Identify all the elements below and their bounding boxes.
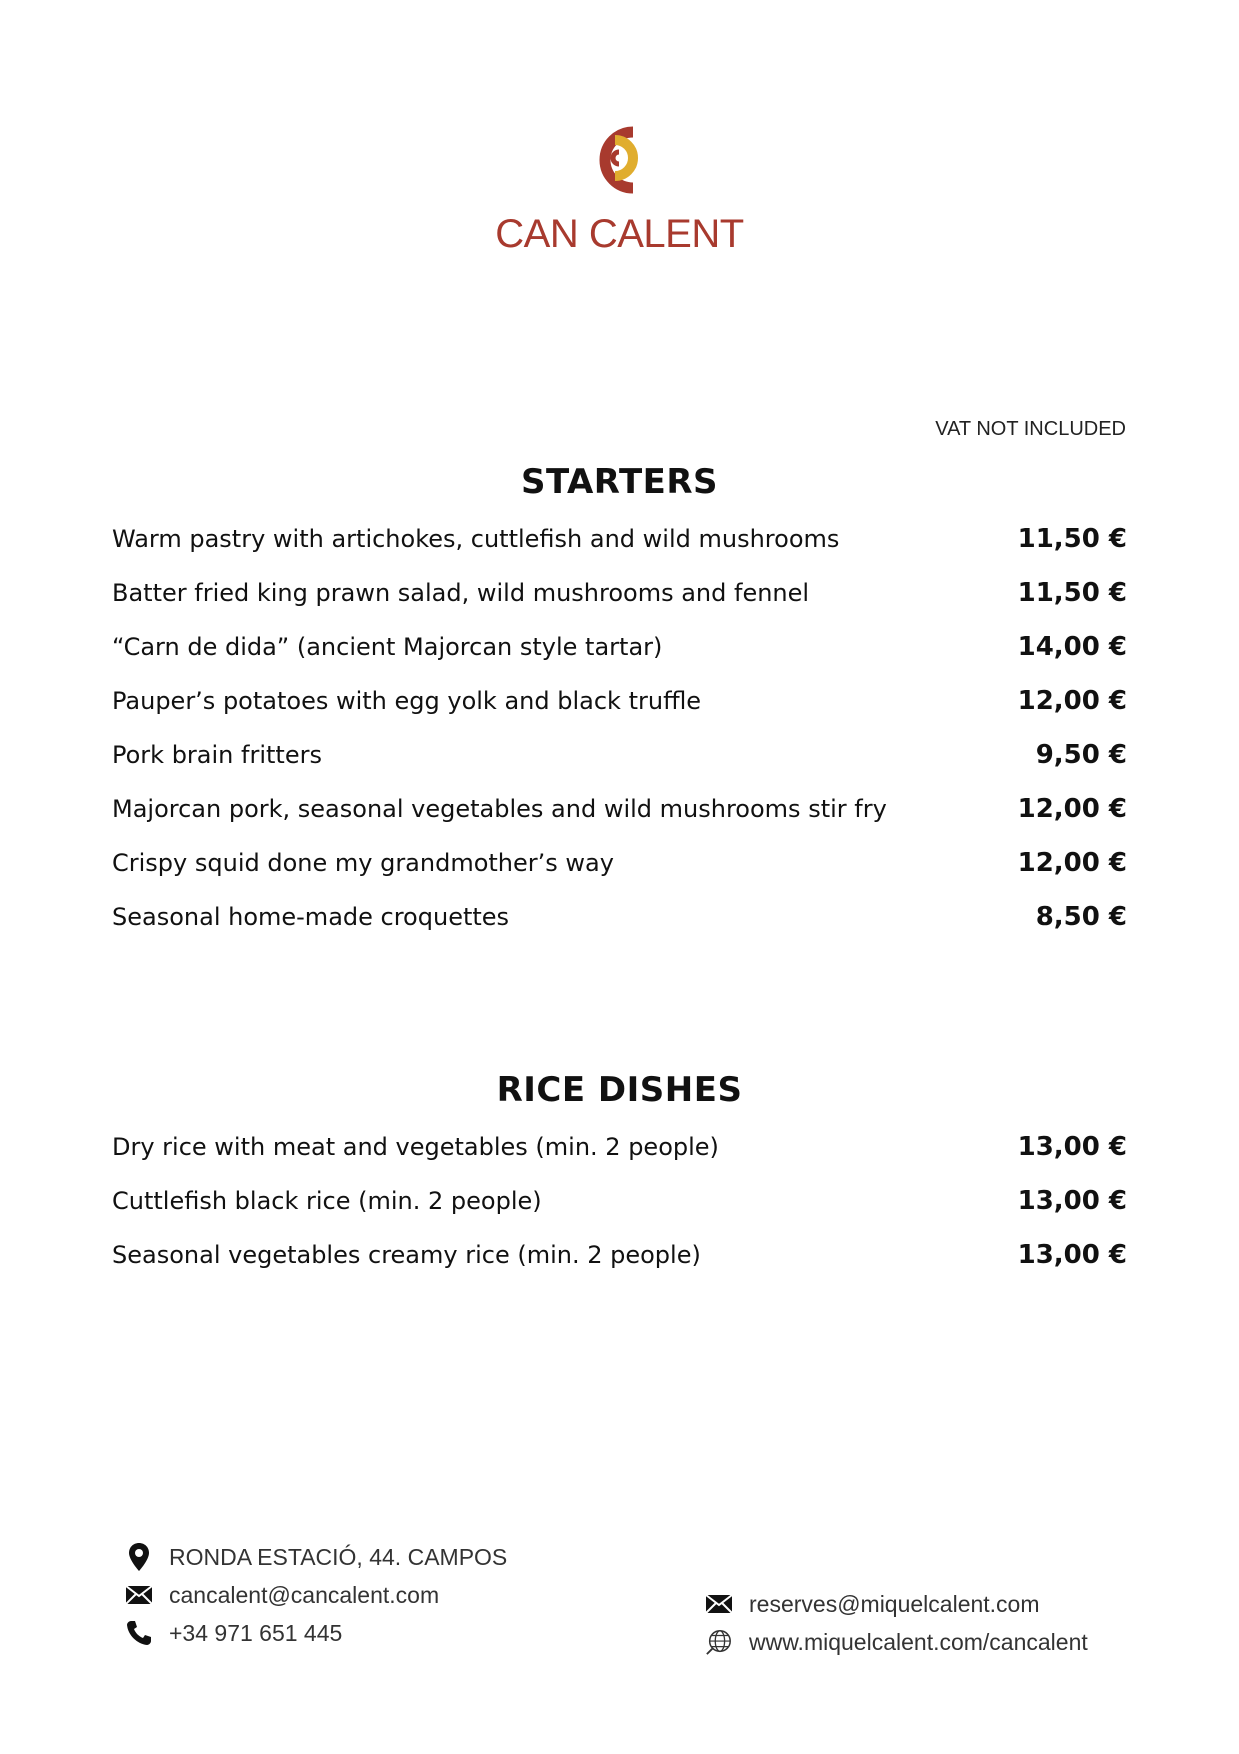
rice-dishes-list bbox=[112, 1132, 1127, 1294]
footer-email[interactable]: cancalent@cancalent.com bbox=[169, 1581, 440, 1608]
menu-item-price: 12,00 € bbox=[1017, 848, 1127, 878]
footer-address: RONDA ESTACIÓ, 44. CAMPOS bbox=[169, 1543, 508, 1570]
menu-item bbox=[112, 848, 1127, 902]
menu-item-price: 13,00 € bbox=[1017, 1132, 1127, 1162]
menu-item-price: 13,00 € bbox=[1017, 1240, 1127, 1270]
location-pin-icon bbox=[125, 1543, 153, 1571]
footer-contact-right bbox=[705, 1585, 1088, 1661]
footer-address-row bbox=[125, 1538, 507, 1576]
brand-name: CAN CALENT bbox=[495, 212, 744, 256]
menu-item-price: 13,00 € bbox=[1017, 1186, 1127, 1216]
footer-website-row bbox=[705, 1623, 1088, 1661]
menu-item-name: Majorcan pork, seasonal vegetables and wild mushrooms stir fry bbox=[112, 795, 887, 823]
menu-item-name: Seasonal vegetables creamy rice (min. 2 people) bbox=[112, 1241, 701, 1269]
menu-item-name: Dry rice with meat and vegetables (min. 2 people) bbox=[112, 1133, 719, 1161]
menu-item-name: “Carn de dida” (ancient Majorcan style tartar) bbox=[112, 633, 663, 661]
menu-item bbox=[112, 1132, 1127, 1186]
menu-item bbox=[112, 578, 1127, 632]
footer-contact-left bbox=[125, 1538, 507, 1652]
envelope-icon bbox=[705, 1590, 733, 1618]
menu-item-name: Seasonal home-made croquettes bbox=[112, 903, 510, 931]
footer-phone[interactable]: +34 971 651 445 bbox=[169, 1619, 343, 1646]
logo-mark-icon bbox=[585, 120, 655, 200]
menu-item-name: Batter fried king prawn salad, wild mushrooms and fennel bbox=[112, 579, 810, 607]
menu-item bbox=[112, 740, 1127, 794]
footer-email-row bbox=[125, 1576, 507, 1614]
menu-item-price: 8,50 € bbox=[1035, 902, 1127, 932]
section-title-starters: STARTERS bbox=[520, 462, 719, 502]
logo bbox=[0, 120, 1239, 257]
menu-item bbox=[112, 632, 1127, 686]
footer-reservations-email[interactable]: reserves@miquelcalent.com bbox=[749, 1590, 1040, 1617]
phone-icon bbox=[125, 1619, 153, 1647]
footer-reservations-row bbox=[705, 1585, 1088, 1623]
menu-item-price: 9,50 € bbox=[1035, 740, 1127, 770]
globe-icon bbox=[705, 1628, 733, 1656]
menu-item-name: Warm pastry with artichokes, cuttlefish and wild mushrooms bbox=[112, 525, 840, 553]
menu-item-price: 11,50 € bbox=[1017, 578, 1127, 608]
section-title-rice-dishes: RICE DISHES bbox=[496, 1070, 743, 1110]
footer-phone-row bbox=[125, 1614, 507, 1652]
menu-item-price: 11,50 € bbox=[1017, 524, 1127, 554]
envelope-icon bbox=[125, 1581, 153, 1609]
menu-item bbox=[112, 524, 1127, 578]
menu-item-price: 12,00 € bbox=[1017, 686, 1127, 716]
menu-item-name: Pork brain fritters bbox=[112, 741, 322, 769]
starters-list bbox=[112, 524, 1127, 956]
menu-item bbox=[112, 1186, 1127, 1240]
menu-item-name: Cuttlefish black rice (min. 2 people) bbox=[112, 1187, 542, 1215]
menu-item-price: 14,00 € bbox=[1017, 632, 1127, 662]
vat-note: VAT NOT INCLUDED bbox=[935, 418, 1126, 440]
menu-item bbox=[112, 794, 1127, 848]
menu-item-name: Crispy squid done my grandmother’s way bbox=[112, 849, 614, 877]
menu-item-name: Pauper’s potatoes with egg yolk and black truffle bbox=[112, 687, 702, 715]
menu-item bbox=[112, 902, 1127, 956]
menu-item-price: 12,00 € bbox=[1017, 794, 1127, 824]
menu-item bbox=[112, 1240, 1127, 1294]
menu-item bbox=[112, 686, 1127, 740]
footer-website[interactable]: www.miquelcalent.com/cancalent bbox=[749, 1628, 1088, 1655]
